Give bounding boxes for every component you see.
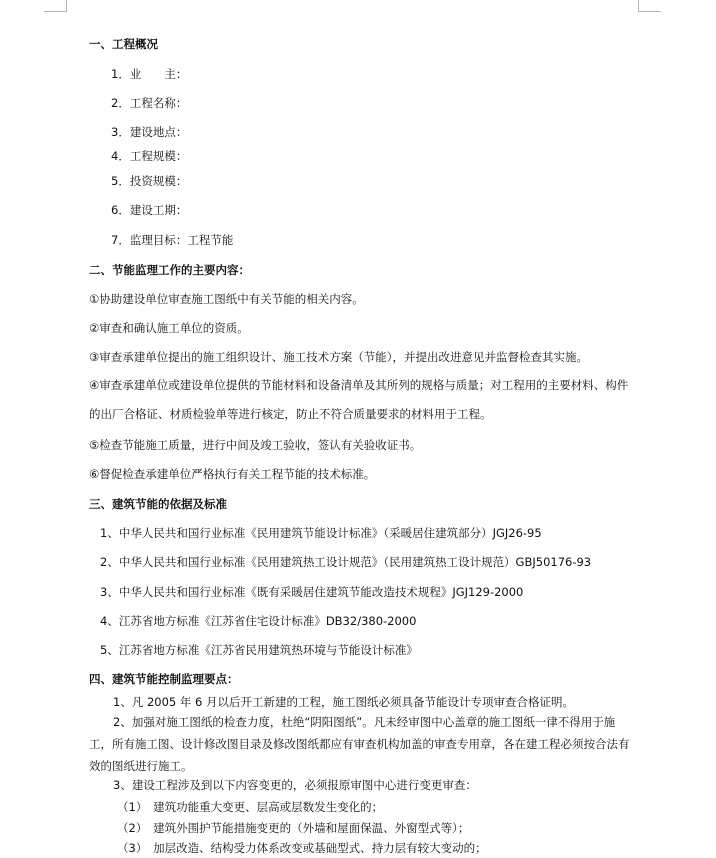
control-item-3: 3、建设工程涉及到以下内容变更的，必须报原审图中心进行变更审查： — [113, 778, 477, 792]
crop-mark-top-left — [44, 0, 67, 12]
work-item-3: ③审查承建单位提出的施工组织设计、施工技术方案（节能），并提出改进意见并监督检查其实施。 — [89, 350, 589, 364]
section-heading-overview: 一、工程概况 — [89, 37, 158, 51]
section-heading-work-content: 二、节能监理工作的主要内容： — [89, 263, 250, 277]
overview-item-duration: 6．建设工期： — [111, 203, 188, 217]
section-heading-standards: 三、建筑节能的依据及标准 — [89, 497, 227, 511]
work-item-1: ①协助建设单位审查施工图纸中有关节能的相关内容。 — [89, 292, 364, 306]
standard-item-1: 1、中华人民共和国行业标准《民用建筑节能设计标准》（采暖居住建筑部分）JGJ26-95 — [100, 526, 542, 540]
control-subitem-1: （1） 建筑功能重大变更、层高或层数发生变化的； — [117, 800, 384, 814]
standard-item-5: 5、江苏省地方标准《江苏省民用建筑热环境与节能设计标准》 — [100, 643, 418, 657]
work-item-2: ②审查和确认施工单位的资质。 — [89, 321, 249, 335]
overview-item-owner: 1．业 主： — [111, 67, 188, 81]
section-heading-control-points: 四、建筑节能控制监理要点： — [89, 672, 239, 686]
overview-item-scale: 4．工程规模： — [111, 149, 188, 163]
standard-item-4: 4、江苏省地方标准《江苏省住宅设计标准》DB32/380-2000 — [100, 614, 417, 628]
control-subitem-2: （2） 建筑外围护节能措施变更的（外墙和屋面保温、外窗型式等）； — [117, 821, 470, 835]
work-item-6: ⑥督促检查承建单位严格执行有关工程节能的技术标准。 — [89, 467, 376, 481]
overview-item-location: 3．建设地点： — [111, 125, 188, 139]
control-item-2: 2、加强对施工图纸的检查力度，杜绝“阴阳图纸”。凡未经审图中心盖章的施工图纸一律不得用于施工，所有施工图、设计修改图目录及修改图纸都应有审查机构加盖的审查专用章，各在建工程必须按合法有效的图纸进行施工。 — [89, 715, 630, 773]
crop-mark-top-right — [638, 0, 661, 12]
work-item-5: ⑤检查节能施工质量，进行中间及竣工验收，签认有关验收证书。 — [89, 438, 422, 452]
control-subitem-3: （3） 加层改造、结构受力体系改变或基础型式、持力层有较大变动的； — [117, 841, 487, 855]
overview-item-project-name: 2．工程名称： — [111, 96, 188, 110]
control-item-1: 1、凡 2005 年 6 月以后开工新建的工程，施工图纸必须具备节能设计专项审查合格证明。 — [113, 695, 575, 709]
standard-item-3: 3、中华人民共和国行业标准《既有采暖居住建筑节能改造技术规程》JGJ129-2000 — [100, 585, 524, 599]
overview-item-target: 7．监理目标：工程节能 — [111, 233, 234, 247]
work-item-4: ④审查承建单位或建设单位提供的节能材料和设备清单及其所列的规格与质量；对工程用的主要材料、构件的出厂合格证、材质检验单等进行核定，防止不符合质量要求的材料用于工程。 — [89, 378, 629, 421]
overview-item-investment: 5．投资规模： — [111, 174, 188, 188]
standard-item-2: 2、中华人民共和国行业标准《民用建筑热工设计规范》（民用建筑热工设计规范）GBJ50176-93 — [100, 555, 592, 569]
